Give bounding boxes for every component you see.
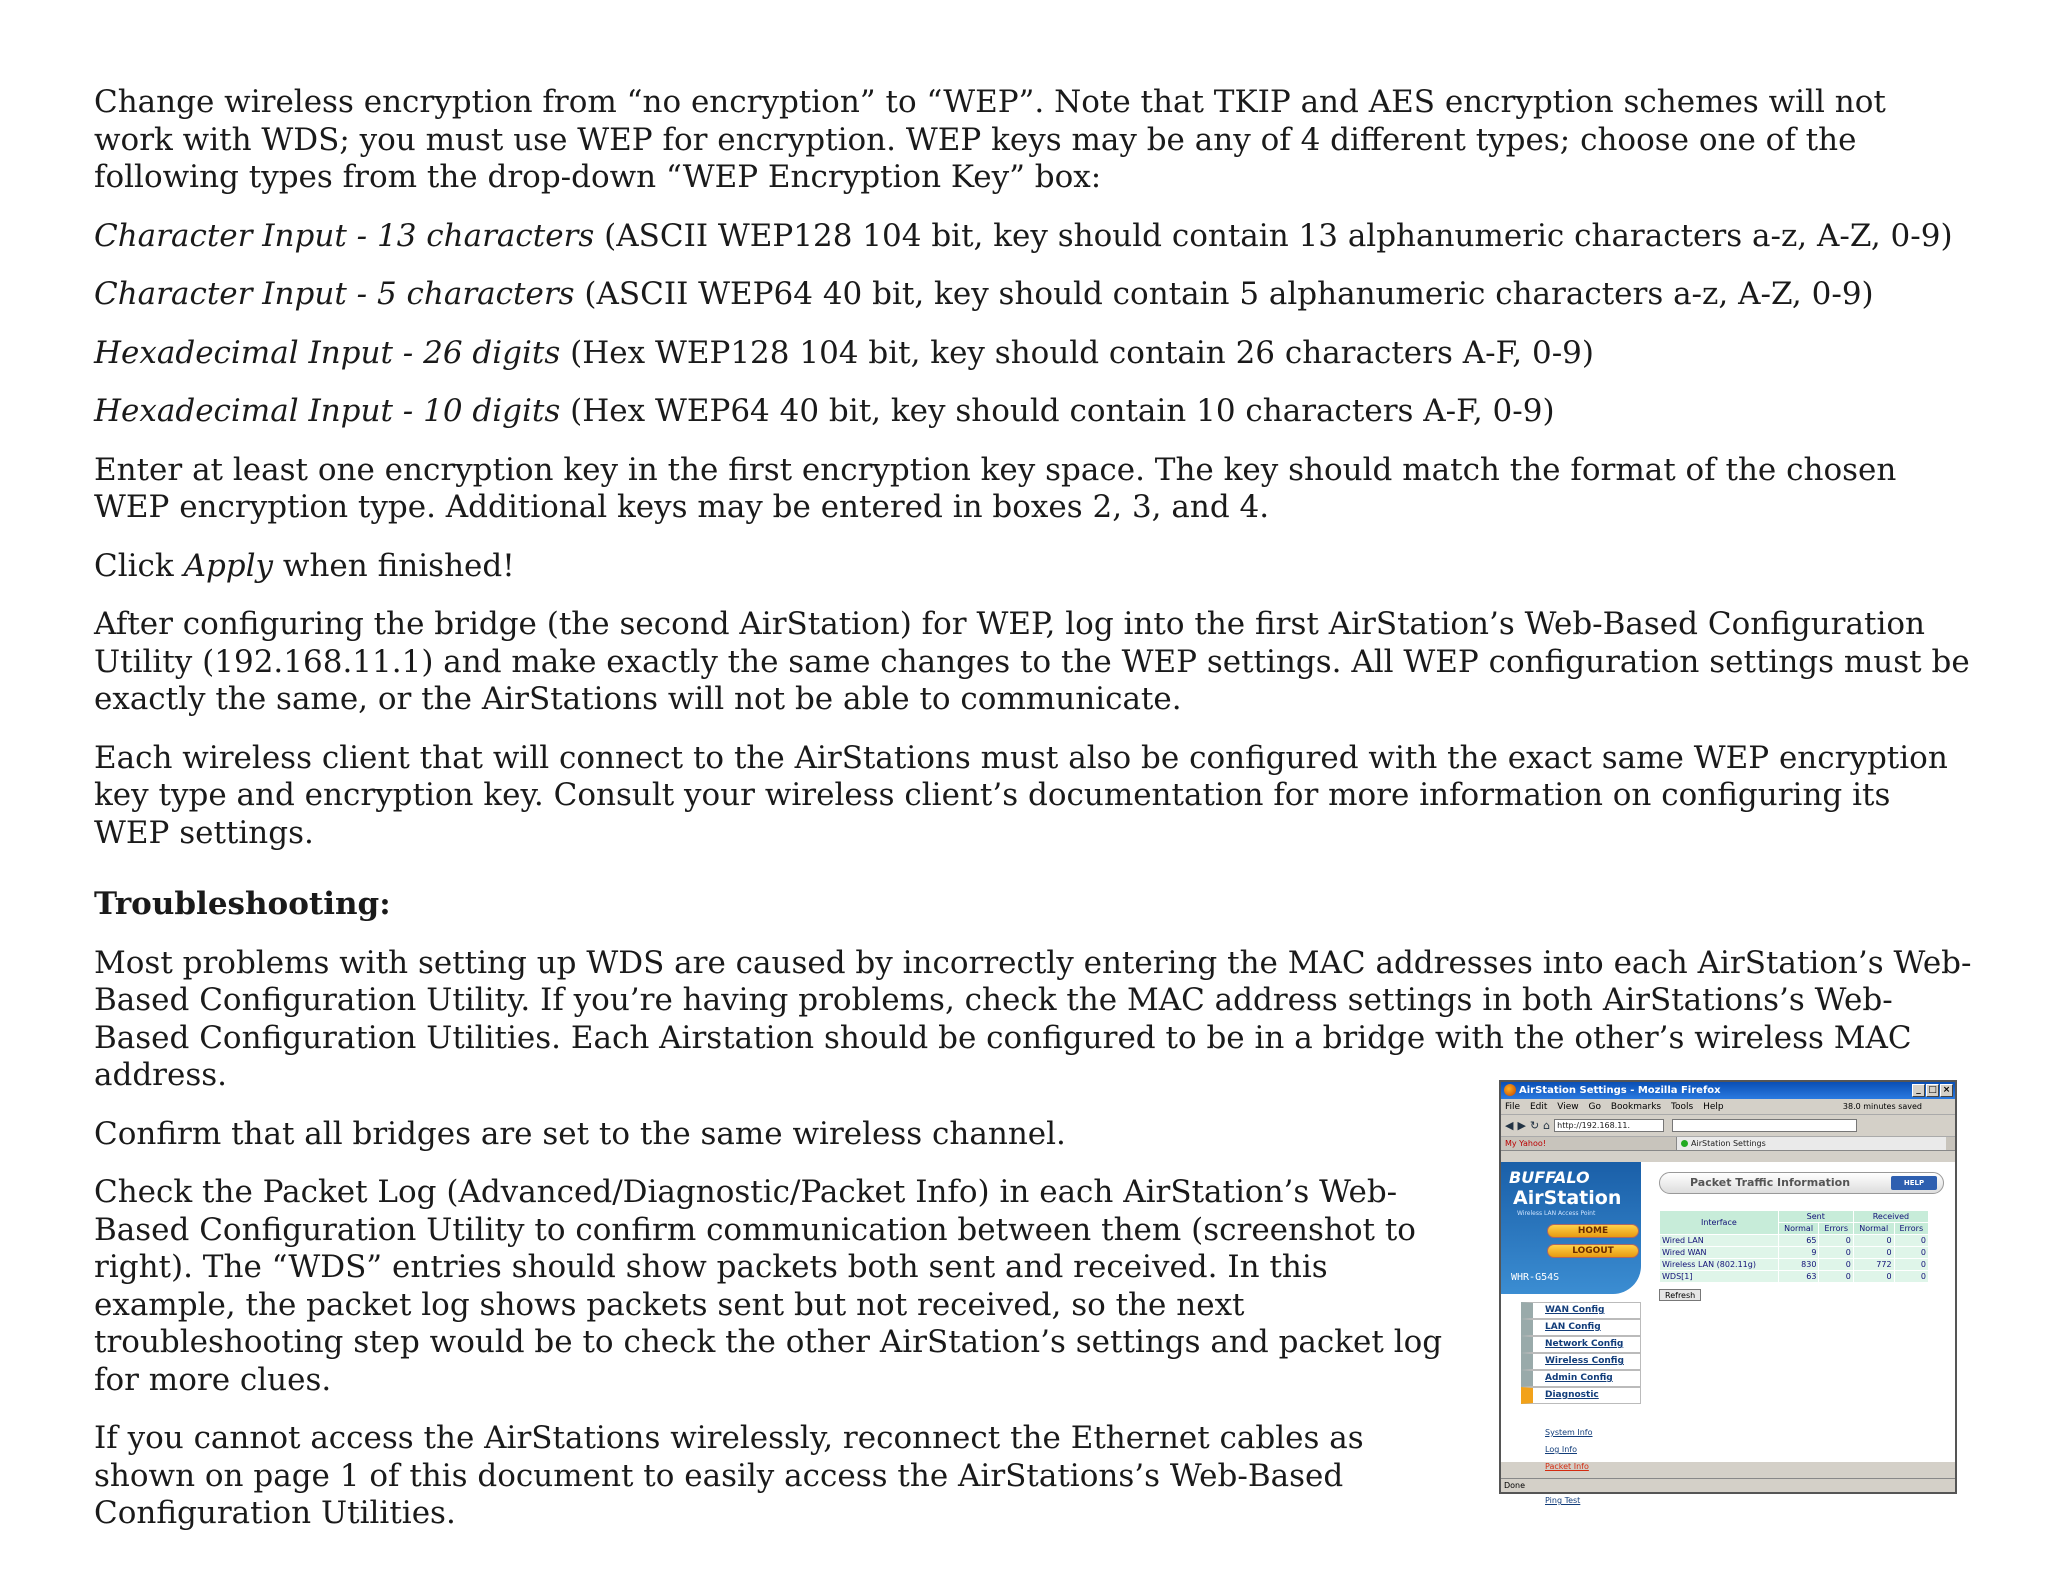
tab-label: AirStation Settings <box>1691 1139 1766 1148</box>
col-interface: Interface <box>1660 1211 1779 1235</box>
packet-table <box>1659 1210 1929 1283</box>
tab-bar <box>1501 1137 1955 1151</box>
row-interface: Wired LAN <box>1660 1235 1779 1247</box>
wep-type-desc: (ASCII WEP64 40 bit, key should contain 5 alphanumeric characters a-z, A-Z, 0-9) <box>574 276 1874 312</box>
apply-word: Apply <box>183 547 274 584</box>
wep-type-4 <box>94 393 1974 431</box>
menu-edit[interactable]: Edit <box>1529 1102 1548 1112</box>
panel-title <box>1659 1172 1944 1194</box>
window-title: AirStation Settings - Mozilla Firefox <box>1519 1085 1721 1096</box>
menu-go[interactable]: Go <box>1588 1102 1601 1112</box>
submenu-system-info[interactable]: System Info <box>1545 1428 1593 1437</box>
forward-icon[interactable]: ▶ <box>1517 1119 1526 1132</box>
airstation-screenshot <box>1499 1080 1957 1505</box>
click-prefix: Click <box>94 547 184 584</box>
row-interface: WDS[1] <box>1660 1271 1779 1283</box>
row-sent-normal: 65 <box>1778 1235 1819 1247</box>
row-recv-errors: 0 <box>1894 1271 1928 1283</box>
close-icon[interactable]: × <box>1940 1084 1953 1097</box>
airstation-logo: AirStation <box>1513 1187 1622 1209</box>
logout-button[interactable]: LOGOUT <box>1547 1244 1639 1258</box>
menu-bookmarks[interactable]: Bookmarks <box>1610 1102 1662 1112</box>
row-sent-normal: 9 <box>1778 1247 1819 1259</box>
col-recv-errors: Errors <box>1894 1223 1928 1235</box>
wep-type-desc: (Hex WEP64 40 bit, key should contain 10 characters A-F, 0-9) <box>560 393 1555 429</box>
saved-time: 38.0 minutes saved <box>1842 1102 1922 1111</box>
row-recv-errors: 0 <box>1894 1259 1928 1271</box>
row-recv-normal: 0 <box>1853 1235 1894 1247</box>
paragraph-channel: Confirm that all bridges are set to the same wireless channel. <box>94 1115 1066 1152</box>
tab-my-yahoo[interactable]: My Yahoo! <box>1505 1139 1546 1148</box>
tab-airstation-settings[interactable] <box>1676 1137 1946 1150</box>
col-sent-normal: Normal <box>1778 1223 1819 1235</box>
nav-toolbar <box>1501 1115 1955 1137</box>
brand-panel <box>1501 1162 1641 1294</box>
paragraph-ethernet: If you cannot access the AirStations wirelessly, reconnect the Ethernet cables as shown on page 1 of this document to easily access the AirStations’s Web-Based Configuration Utilities. <box>94 1420 1364 1531</box>
model-name: WHR-G54S <box>1511 1272 1560 1283</box>
table-row <box>1660 1235 1929 1247</box>
search-box[interactable] <box>1672 1119 1857 1132</box>
menu-help[interactable]: Help <box>1703 1102 1724 1112</box>
url-bar[interactable]: http://192.168.11. <box>1554 1119 1664 1132</box>
wep-type-name: Character Input - 5 characters <box>94 276 575 312</box>
paragraph-packet-log: Check the Packet Log (Advanced/Diagnostic/Packet Info) in each AirStation’s Web-Based Configuration Utility to confirm communication between them (screenshot to right). The “WDS” entries should show packets both sent and received. In this example, the packet log shows packets sent but not received, so the next troubleshooting step would be to check the other AirStation’s settings and packet log for more clues. <box>94 1174 1443 1398</box>
menu-wireless-config[interactable]: Wireless Config <box>1521 1353 1641 1370</box>
row-sent-normal: 830 <box>1778 1259 1819 1271</box>
wep-type-name: Hexadecimal Input - 26 digits <box>94 334 561 371</box>
table-row <box>1660 1247 1929 1259</box>
click-suffix: when finished! <box>273 547 515 584</box>
wep-type-3 <box>94 335 1974 373</box>
paragraph-first-airstation: After configuring the bridge (the second AirStation) for WEP, log into the first AirStation’s Web-Based Configuration Utility (192.168.11.1) and make exactly the same changes to the WEP settings. All WEP configuration settings must be exactly the same, or the AirStations will not be able to communicate. <box>94 606 1970 717</box>
diagnostic-submenu <box>1545 1424 1601 1509</box>
paragraph-encryption-intro: Change wireless encryption from “no encryption” to “WEP”. Note that TKIP and AES encryption schemes will not work with WDS; you must use WEP for encryption. WEP keys may be any of 4 different types; choose one of the following types from the drop-down “WEP Encryption Key” box: <box>94 84 1886 195</box>
paragraph-enter-key: Enter at least one encryption key in the first encryption key space. The key should match the format of the chosen WEP encryption type. Additional keys may be entered in boxes 2, 3, and 4. <box>94 451 1897 525</box>
row-sent-errors: 0 <box>1819 1271 1853 1283</box>
row-interface: Wireless LAN (802.11g) <box>1660 1259 1779 1271</box>
menu-network-config[interactable]: Network Config <box>1521 1336 1641 1353</box>
panel-title-text: Packet Traffic Information <box>1690 1176 1851 1189</box>
table-row <box>1660 1259 1929 1271</box>
menu-file[interactable]: File <box>1505 1102 1521 1112</box>
home-button[interactable]: HOME <box>1547 1224 1639 1238</box>
wep-type-desc: (Hex WEP128 104 bit, key should contain 26 characters A-F, 0-9) <box>560 334 1594 371</box>
menu-tools[interactable]: Tools <box>1671 1102 1694 1112</box>
home-icon[interactable]: ⌂ <box>1543 1119 1551 1132</box>
back-icon[interactable]: ◀ <box>1505 1119 1514 1132</box>
wep-type-1 <box>94 218 1974 256</box>
paragraph-mac-addresses: Most problems with setting up WDS are caused by incorrectly entering the MAC addresses into each AirStation’s Web-Based Configuration Utility. If you’re having problems, check the MAC address settings in both AirStations’s Web-Based Configuration Utilities. Each Airstation should be configured to be in a bridge with the other’s wireless MAC address. <box>94 944 1972 1093</box>
menu-view[interactable]: View <box>1557 1102 1579 1112</box>
paragraph-click-apply <box>94 548 1974 586</box>
main-pane <box>1659 1172 1951 1302</box>
wep-type-name: Hexadecimal Input - 10 digits <box>94 393 561 429</box>
col-sent: Sent <box>1778 1211 1853 1223</box>
buffalo-logo: BUFFALO <box>1509 1168 1590 1187</box>
tagline: Wireless LAN Access Point <box>1517 1210 1596 1217</box>
menu-wan-config[interactable]: WAN Config <box>1521 1302 1641 1319</box>
table-row <box>1660 1271 1929 1283</box>
menu-bar <box>1501 1099 1955 1115</box>
submenu-packet-info[interactable]: Packet Info <box>1545 1462 1589 1471</box>
row-sent-errors: 0 <box>1819 1259 1853 1271</box>
tab-status-icon <box>1681 1140 1688 1147</box>
col-sent-errors: Errors <box>1819 1223 1853 1235</box>
refresh-button[interactable]: Refresh <box>1659 1289 1701 1301</box>
row-sent-errors: 0 <box>1819 1235 1853 1247</box>
wep-type-desc: (ASCII WEP128 104 bit, key should contain 13 alphanumeric characters a-z, A-Z, 0-9) <box>594 217 1953 254</box>
help-button[interactable]: HELP <box>1891 1176 1937 1190</box>
row-recv-normal: 0 <box>1853 1247 1894 1259</box>
status-bar: Done <box>1501 1478 1955 1492</box>
paragraph-wireless-client: Each wireless client that will connect to the AirStations must also be configured with the exact same WEP encryption key type and encryption key. Consult your wireless client’s documentation for more information on configuring its WEP settings. <box>94 739 1948 851</box>
firefox-icon <box>1504 1084 1516 1096</box>
menu-admin-config[interactable]: Admin Config <box>1521 1370 1641 1387</box>
row-recv-errors: 0 <box>1894 1235 1928 1247</box>
row-recv-normal: 0 <box>1853 1271 1894 1283</box>
window-titlebar <box>1501 1082 1955 1099</box>
submenu-log-info[interactable]: Log Info <box>1545 1445 1577 1454</box>
row-recv-errors: 0 <box>1894 1247 1928 1259</box>
maximize-icon[interactable]: □ <box>1926 1084 1939 1097</box>
submenu-ping-test[interactable]: Ping Test <box>1545 1496 1581 1505</box>
config-menu <box>1521 1302 1641 1404</box>
row-recv-normal: 772 <box>1853 1259 1894 1271</box>
minimize-icon[interactable]: _ <box>1912 1084 1925 1097</box>
row-sent-normal: 63 <box>1778 1271 1819 1283</box>
menu-lan-config[interactable]: LAN Config <box>1521 1319 1641 1336</box>
window-controls <box>1912 1084 1953 1097</box>
wep-type-name: Character Input - 13 characters <box>94 217 595 254</box>
troubleshooting-heading: Troubleshooting: <box>94 886 391 922</box>
col-recv-normal: Normal <box>1853 1223 1894 1235</box>
row-interface: Wired WAN <box>1660 1247 1779 1259</box>
menu-diagnostic[interactable]: Diagnostic <box>1521 1387 1641 1404</box>
col-received: Received <box>1853 1211 1928 1223</box>
wep-type-2 <box>94 276 1974 314</box>
row-sent-errors: 0 <box>1819 1247 1853 1259</box>
reload-icon[interactable]: ↻ <box>1529 1119 1540 1132</box>
